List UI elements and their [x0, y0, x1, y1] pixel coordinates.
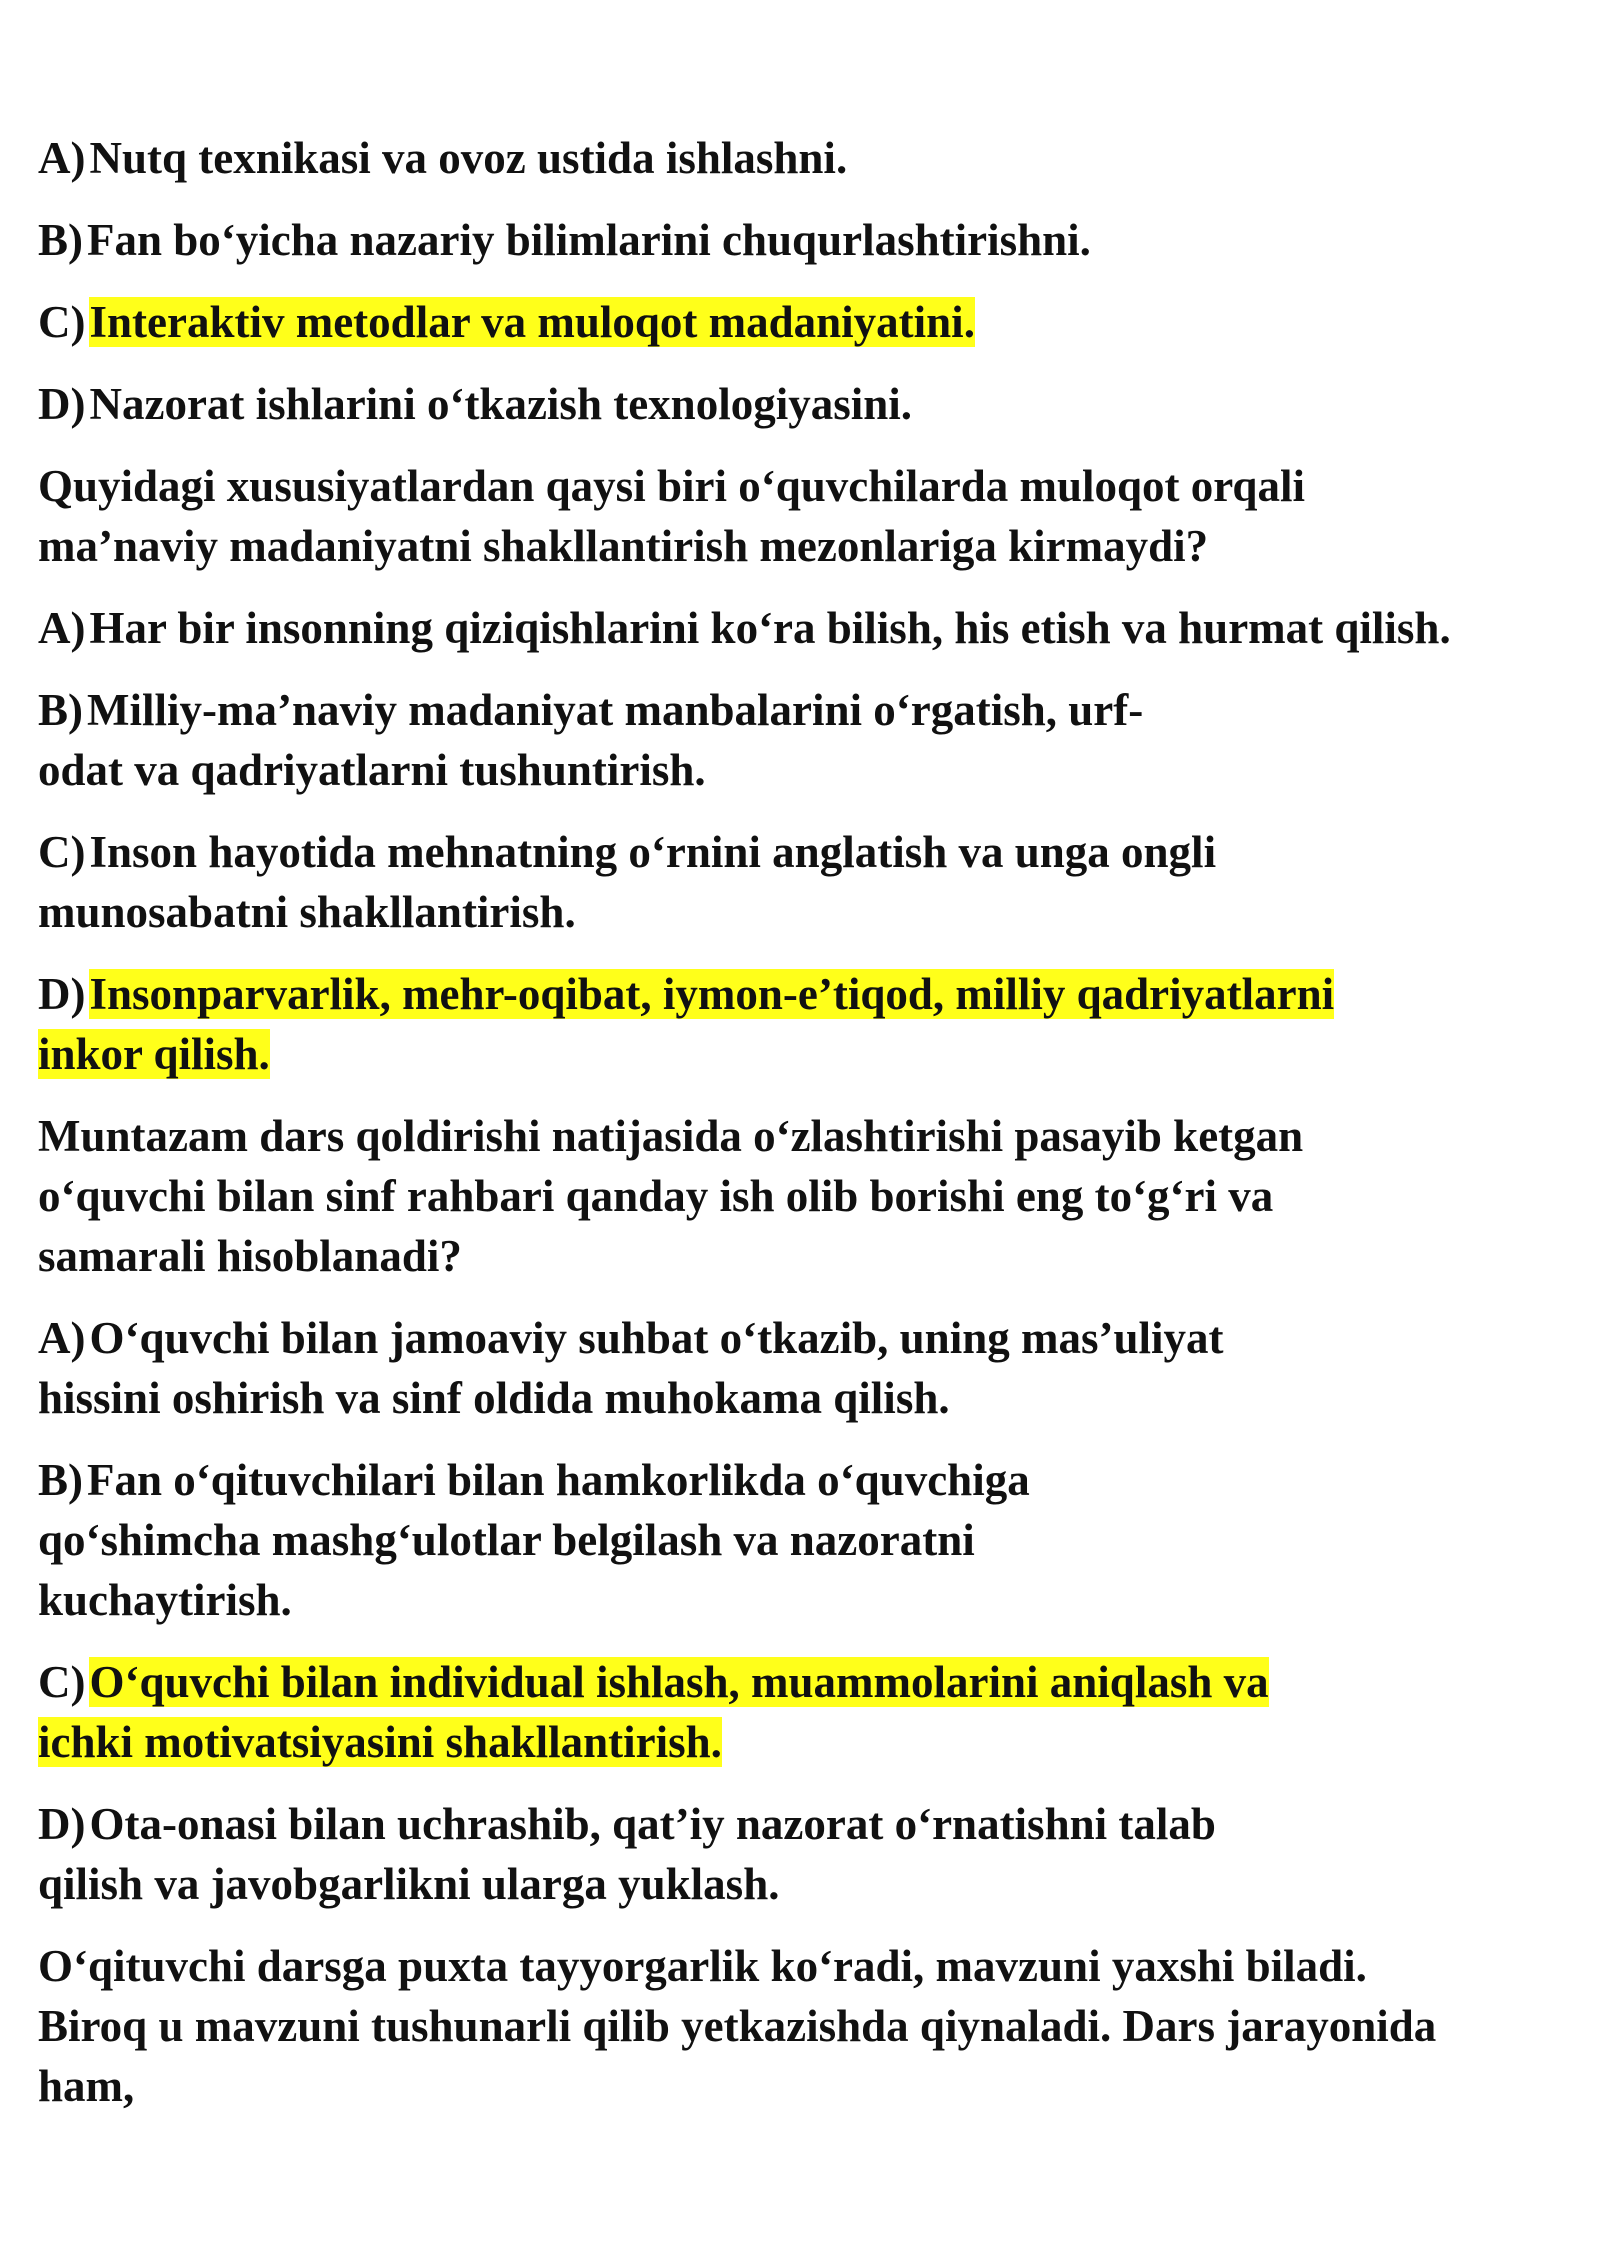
line-text: O‘qituvchi darsga puxta tayyorgarlik ko‘radi, mavzuni yaxshi biladi.	[38, 1941, 1367, 1991]
text-line	[38, 1794, 1568, 1854]
line-text: Quyidagi xususiyatlardan qaysi biri o‘quvchilarda muloqot orqali	[38, 461, 1305, 511]
option-label: D)	[38, 969, 86, 1019]
answer-option	[38, 1450, 1568, 1630]
text-line	[38, 1166, 1568, 1226]
line-text: Inson hayotida mehnatning o‘rnini anglatish va unga ongli	[89, 827, 1217, 877]
highlighted-answer-text: inkor qilish.	[38, 1029, 270, 1079]
answer-option	[38, 680, 1568, 800]
text-line	[38, 374, 1568, 434]
highlighted-answer-text: ichki motivatsiyasini shakllantirish.	[38, 1717, 722, 1767]
line-text: Milliy-ma’naviy madaniyat manbalarini o‘rgatish, urf-	[87, 685, 1144, 735]
option-label: B)	[38, 685, 83, 735]
text-line	[38, 680, 1568, 740]
option-label: D)	[38, 379, 86, 429]
text-line	[38, 822, 1568, 882]
highlighted-answer-text: Insonparvarlik, mehr-oqibat, iymon-e’tiqod, milliy qadriyatlarni	[89, 969, 1335, 1019]
line-text: Nutq texnikasi va ovoz ustida ishlashni.	[89, 133, 848, 183]
option-label: A)	[38, 1313, 86, 1363]
line-text: hissini oshirish va sinf oldida muhokama qilish.	[38, 1373, 950, 1423]
text-line	[38, 598, 1568, 658]
line-text: Har bir insonning qiziqishlarini ko‘ra bilish, his etish va hurmat qilish.	[89, 603, 1451, 653]
text-line	[38, 1024, 1568, 1084]
text-line	[38, 964, 1568, 1024]
answer-option	[38, 822, 1568, 942]
text-line	[38, 1368, 1568, 1428]
line-text: o‘quvchi bilan sinf rahbari qanday ish olib borishi eng to‘g‘ri va	[38, 1171, 1274, 1221]
text-line	[38, 1854, 1568, 1914]
answer-option	[38, 374, 1568, 434]
text-line	[38, 1106, 1568, 1166]
line-text: qilish va javobgarlikni ularga yuklash.	[38, 1859, 780, 1909]
line-text: ma’naviy madaniyatni shakllantirish mezonlariga kirmaydi?	[38, 521, 1209, 571]
text-line	[38, 456, 1568, 516]
text-line	[38, 1226, 1568, 1286]
answer-option	[38, 1652, 1568, 1772]
question-text	[38, 456, 1568, 576]
answer-option	[38, 1308, 1568, 1428]
text-line	[38, 1510, 1568, 1570]
answer-option	[38, 128, 1568, 188]
text-line	[38, 516, 1568, 576]
highlighted-answer-text: O‘quvchi bilan individual ishlash, muammolarini aniqlash va	[89, 1657, 1269, 1707]
option-label: A)	[38, 133, 86, 183]
option-label: B)	[38, 1455, 83, 1505]
line-text: Fan bo‘yicha nazariy bilimlarini chuqurlashtirishni.	[87, 215, 1091, 265]
text-line	[38, 1308, 1568, 1368]
line-text: ham,	[38, 2061, 135, 2111]
option-label: B)	[38, 215, 83, 265]
option-label: D)	[38, 1799, 86, 1849]
line-text: Nazorat ishlarini o‘tkazish texnologiyasini.	[89, 379, 913, 429]
answer-option	[38, 292, 1568, 352]
option-label: A)	[38, 603, 86, 653]
line-text: Muntazam dars qoldirishi natijasida o‘zlashtirishi pasayib ketgan	[38, 1111, 1304, 1161]
text-line	[38, 1652, 1568, 1712]
text-line	[38, 2056, 1568, 2116]
answer-option	[38, 598, 1568, 658]
line-text: kuchaytirish.	[38, 1575, 292, 1625]
question-text	[38, 1106, 1568, 1286]
line-text: Fan o‘qituvchilari bilan hamkorlikda o‘quvchiga	[87, 1455, 1030, 1505]
option-label: C)	[38, 297, 86, 347]
answer-option	[38, 964, 1568, 1084]
text-line	[38, 1936, 1568, 1996]
text-line	[38, 210, 1568, 270]
text-line	[38, 292, 1568, 352]
answer-option	[38, 1794, 1568, 1914]
line-text: O‘quvchi bilan jamoaviy suhbat o‘tkazib, uning mas’uliyat	[89, 1313, 1224, 1363]
option-label: C)	[38, 1657, 86, 1707]
text-line	[38, 740, 1568, 800]
text-line	[38, 882, 1568, 942]
highlighted-answer-text: Interaktiv metodlar va muloqot madaniyatini.	[89, 297, 975, 347]
text-line	[38, 1450, 1568, 1510]
line-text: Biroq u mavzuni tushunarli qilib yetkazishda qiynaladi. Dars jarayonida	[38, 2001, 1437, 2051]
text-line	[38, 1712, 1568, 1772]
line-text: odat va qadriyatlarni tushuntirish.	[38, 745, 706, 795]
question-text	[38, 1936, 1568, 2116]
line-text: qo‘shimcha mashg‘ulotlar belgilash va nazoratni	[38, 1515, 975, 1565]
text-line	[38, 1570, 1568, 1630]
option-label: C)	[38, 827, 86, 877]
line-text: munosabatni shakllantirish.	[38, 887, 576, 937]
text-line	[38, 128, 1568, 188]
line-text: Ota-onasi bilan uchrashib, qat’iy nazorat o‘rnatishni talab	[89, 1799, 1216, 1849]
document-page	[38, 128, 1568, 2138]
answer-option	[38, 210, 1568, 270]
line-text: samarali hisoblanadi?	[38, 1231, 462, 1281]
text-line	[38, 1996, 1568, 2056]
